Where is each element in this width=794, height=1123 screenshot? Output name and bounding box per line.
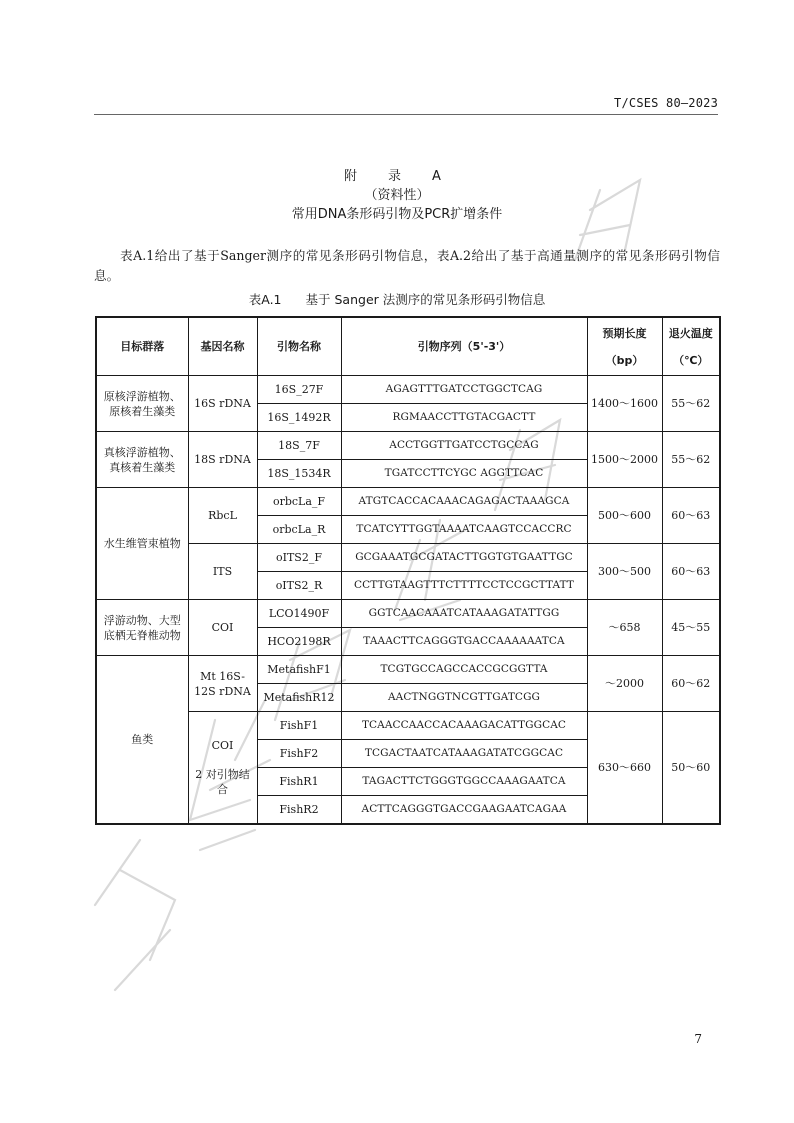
group-cell: 水生维管束植物 (96, 488, 188, 600)
primer-sequence-cell: TGATCCTTCYGC AGGTTCAC (341, 460, 587, 488)
table-caption (0, 290, 794, 308)
col-header-gene: 基因名称 (188, 317, 257, 376)
page-number: 7 (694, 1032, 702, 1046)
primer-sequence-cell: TCGTGCCAGCCACCGCGGTTA (341, 656, 587, 684)
gene-cell: ITS (188, 544, 257, 600)
gene-cell: COI (188, 600, 257, 656)
gene-cell: 18S rDNA (188, 432, 257, 488)
primer-name-cell: FishF1 (257, 712, 341, 740)
col-header-temp-label: 退火温度 (668, 326, 713, 340)
table-row (96, 712, 720, 740)
primer-name-cell: orbcLa_F (257, 488, 341, 516)
temp-cell: 60～63 (662, 488, 720, 544)
primer-sequence-cell: ACCTGGTTGATCCTGCCAG (341, 432, 587, 460)
length-cell: 500～600 (587, 488, 662, 544)
length-cell: 1500～2000 (587, 432, 662, 488)
document-code: T/CSES 80—2023 (614, 96, 718, 110)
primer-sequence-cell: TCATCYTTGGTAAAATCAAGTCCACCRC (341, 516, 587, 544)
col-header-length (587, 317, 662, 376)
table-caption-number: 表A.1 (248, 292, 282, 307)
table-header-row (96, 317, 720, 376)
table-row (96, 488, 720, 516)
primer-name-cell: orbcLa_R (257, 516, 341, 544)
temp-cell: 50～60 (662, 712, 720, 825)
col-header-length-label: 预期长度 (602, 326, 647, 340)
temp-cell: 45～55 (662, 600, 720, 656)
table-row (96, 544, 720, 572)
gene-cell (188, 712, 257, 825)
intro-paragraph: 表A.1给出了基于Sanger测序的常见条形码引物信息，表A.2给出了基于高通量测序的常见条形码引物信息。 (94, 248, 720, 283)
primer-sequence-cell: TAAACTTCAGGGTGACCAAAAAATCA (341, 628, 587, 656)
col-header-temp (662, 317, 720, 376)
primer-sequence-cell: AACTNGGTNCGTTGATCGG (341, 684, 587, 712)
primer-name-cell: 16S_1492R (257, 404, 341, 432)
temp-cell: 60～62 (662, 656, 720, 712)
col-header-group: 目标群落 (96, 317, 188, 376)
primer-name-cell: FishR2 (257, 796, 341, 825)
gene-cell: RbcL (188, 488, 257, 544)
primer-name-cell: HCO2198R (257, 628, 341, 656)
primer-name-cell: FishR1 (257, 768, 341, 796)
primer-sequence-cell: TCGACTAATCATAAAGATATCGGCAC (341, 740, 587, 768)
length-cell: ～658 (587, 600, 662, 656)
temp-cell: 55～62 (662, 432, 720, 488)
length-cell: 1400～1600 (587, 376, 662, 432)
temp-cell: 60～63 (662, 544, 720, 600)
gene-note: 2 对引物结合 (195, 768, 250, 796)
primer-name-cell: 16S_27F (257, 376, 341, 404)
primer-table (95, 316, 721, 825)
primer-name-cell: oITS2_F (257, 544, 341, 572)
col-header-sequence: 引物序列（5'-3'） (341, 317, 587, 376)
table-row (96, 656, 720, 684)
primer-sequence-cell: TCAACCAACCACAAAGACATTGGCAC (341, 712, 587, 740)
temp-cell: 55～62 (662, 376, 720, 432)
primer-sequence-cell: ATGTCACCACAAACAGAGACTAAAGCA (341, 488, 587, 516)
annex-nature: （资料性） (364, 188, 430, 203)
primer-sequence-cell: TAGACTTCTGGGTGGCCAAAGAATCA (341, 768, 587, 796)
primer-sequence-cell: AGAGTTTGATCCTGGCTCAG (341, 376, 587, 404)
gene-cell: Mt 16S-12S rDNA (188, 656, 257, 712)
group-cell: 浮游动物、大型底栖无脊椎动物 (96, 600, 188, 656)
table-caption-title: 基于 Sanger 法测序的常见条形码引物信息 (305, 292, 546, 307)
primer-sequence-cell: GCGAAATGCGATACTTGGTGTGAATTGC (341, 544, 587, 572)
primer-name-cell: oITS2_R (257, 572, 341, 600)
length-cell: 300～500 (587, 544, 662, 600)
annex-heading: 常用DNA条形码引物及PCR扩增条件 (291, 207, 503, 222)
primer-name-cell: 18S_7F (257, 432, 341, 460)
group-cell: 原核浮游植物、原核着生藻类 (96, 376, 188, 432)
header-divider (94, 114, 718, 115)
col-header-primer: 引物名称 (257, 317, 341, 376)
table-row (96, 432, 720, 460)
col-header-length-unit: （bp） (605, 353, 644, 367)
primer-sequence-cell: GGTCAACAAATCATAAAGATATTGG (341, 600, 587, 628)
group-cell: 鱼类 (96, 656, 188, 825)
primer-sequence-cell: ACTTCAGGGTGACCGAAGAATCAGAA (341, 796, 587, 825)
primer-name-cell: MetafishR12 (257, 684, 341, 712)
primer-sequence-cell: RGMAACCTTGTACGACTT (341, 404, 587, 432)
primer-name-cell: FishF2 (257, 740, 341, 768)
primer-name-cell: LCO1490F (257, 600, 341, 628)
length-cell: 630～660 (587, 712, 662, 825)
col-header-temp-unit: （℃） (673, 353, 709, 367)
primer-name-cell: MetafishF1 (257, 656, 341, 684)
table-row (96, 376, 720, 404)
length-cell: ～2000 (587, 656, 662, 712)
table-row (96, 600, 720, 628)
group-cell: 真核浮游植物、真核着生藻类 (96, 432, 188, 488)
primer-sequence-cell: CCTTGTAAGTTTCTTTTCCTCCGCTTATT (341, 572, 587, 600)
gene-name: COI (211, 739, 234, 752)
annex-title: 附 录 A (344, 169, 450, 184)
primer-name-cell: 18S_1534R (257, 460, 341, 488)
gene-cell: 16S rDNA (188, 376, 257, 432)
